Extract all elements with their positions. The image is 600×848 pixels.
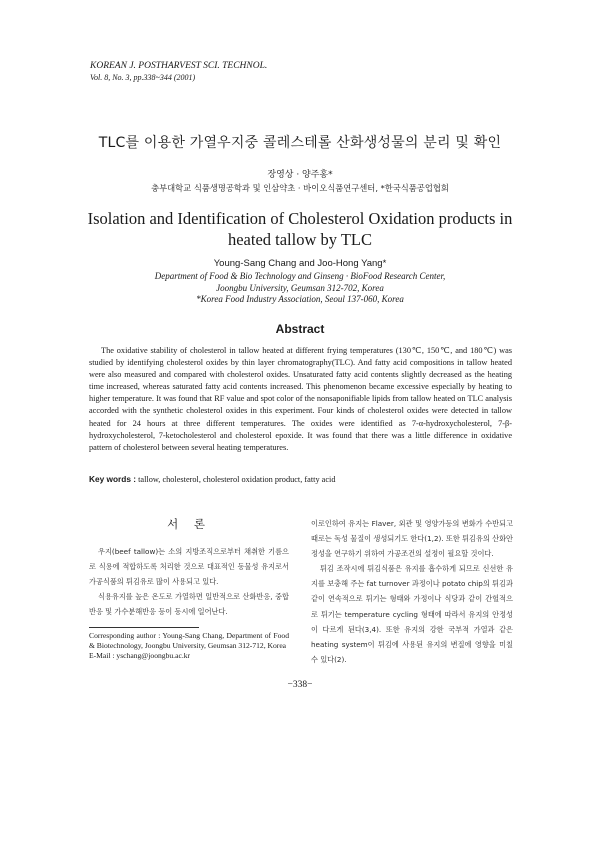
body-left-paragraph-1: 우지(beef tallow)는 소의 지방조직으로부터 채취한 기름으로 식용에 적합하도록 처리한 것으로 대표적인 동물성 유지로서 가공식품의 튀김유로 많이 사용되고 있다. — [89, 547, 289, 587]
page-number: −338− — [287, 680, 313, 690]
affiliation-english — [0, 271, 600, 306]
body-column-right — [311, 516, 513, 667]
authors-english: Young-Sang Chang and Joo-Hong Yang* — [213, 258, 387, 269]
title-english-line-2: heated tallow by TLC — [227, 230, 373, 249]
keywords — [89, 474, 512, 484]
journal-name: KOREAN J. POSTHARVEST SCI. TECHNOL. — [90, 61, 268, 71]
affiliation-english-line-3: *Korea Food Industry Association, Seoul 137-060, Korea — [196, 294, 404, 304]
footnote-email: E-Mail : yschang@joongbu.ac.kr — [89, 651, 191, 660]
body-left-paragraph-2: 식용유지를 높은 온도로 가열하면 일반적으로 산화반응, 중합반응 및 가수분해반응 등이 동시에 일어난다. — [89, 592, 289, 617]
title-korean: TLC를 이용한 가열우지중 콜레스테롤 산화생성물의 분리 및 확인 — [98, 135, 502, 151]
footnote-divider — [89, 627, 199, 628]
journal-header — [90, 60, 267, 84]
section-title-introduction: 서 론 — [167, 517, 211, 531]
keywords-label: Key words : — [89, 474, 137, 484]
abstract-text: The oxidative stability of cholesterol in tallow heated at different frying temperatures (130℃, 150℃, and 180℃) was studied by identifying cholesterol oxides by thin layer chromatography(TLC). And fatty acid compositions in tallow heated were also measured and compared with cholesterol oxides. Unsaturated fatty acid contents slightly decreased as the heating time increased, whereas saturated fatty acid contents increased. This phenomenon became excessive especially by heating to higher temperature. It was found that RF value and spot color of the nonsaponifiable lipids from tallow heated on TLC analysis accorded with the synthetic cholesterol oxides in this experiment. Four kinds of cholesterol oxides were detected in tallow heated for 24 hours at three different temperatures. The oxides were identified as 7-α-hydroxycholesterol, 7-β-hydroxycholesterol, 7-ketocholesterol and cholesterol epoxide. It was found that there was a little difference in oxidative pattern of cholesterol between several heating temperatures. — [89, 346, 512, 452]
affiliation-korean: 충부대학교 식품생명공학과 및 인삼약초 · 바이오식품연구센터, *한국식품공업협회 — [151, 183, 449, 193]
body-right-paragraph-2: 튀김 조작시에 튀김식품은 유지를 흡수하게 되므로 신선한 유지를 보충해 주는 fat turnover 과정이나 potato chip의 튀김과 같이 연속적으로 튀기는 형태와 가정이나 식당과 같이 간헐적으로 튀기는 temperature cycling 형태에 따라서 유지의 안정성이 다르게 된다(3,4). 또한 유지의 강한 국부적 가열과 같은 heating system이 튀김에 사용된 유지의 변질에 영향을 미칠 수 있다(2). — [311, 564, 513, 664]
affiliation-english-line-2: Joongbu University, Geumsan 312-702, Korea — [216, 282, 384, 293]
keywords-text: tallow, cholesterol, cholesterol oxidation product, fatty acid — [136, 475, 336, 484]
body-right-paragraph-1: 이로인하여 유지는 Flaver, 외관 및 영양가등의 변화가 수반되고 때로는 독성 물질이 생성되기도 한다(1,2). 또한 튀김유의 산화안정성을 연구하기 위하여 가공조건의 설정이 필요할 것이다. — [311, 519, 513, 559]
body-column-left — [89, 544, 289, 619]
affiliation-english-line-1: Department of Food & Bio Technology and Ginseng · BioFood Research Center, — [154, 271, 446, 281]
title-english — [0, 208, 600, 250]
journal-volume: Vol. 8, No. 3, pp.338~344 (2001) — [90, 73, 196, 82]
authors-korean: 장영상 · 양주홍* — [267, 170, 333, 180]
footnote-corresponding-author: Corresponding author : Young-Sang Chang, Department of Food & Biotechnology, Joongbu University, Geumsan 312-712, Korea — [89, 631, 289, 650]
title-english-line-1: Isolation and Identification of Cholesterol Oxidation products in — [87, 209, 513, 228]
footnote — [89, 631, 289, 661]
abstract-heading: Abstract — [275, 322, 325, 336]
